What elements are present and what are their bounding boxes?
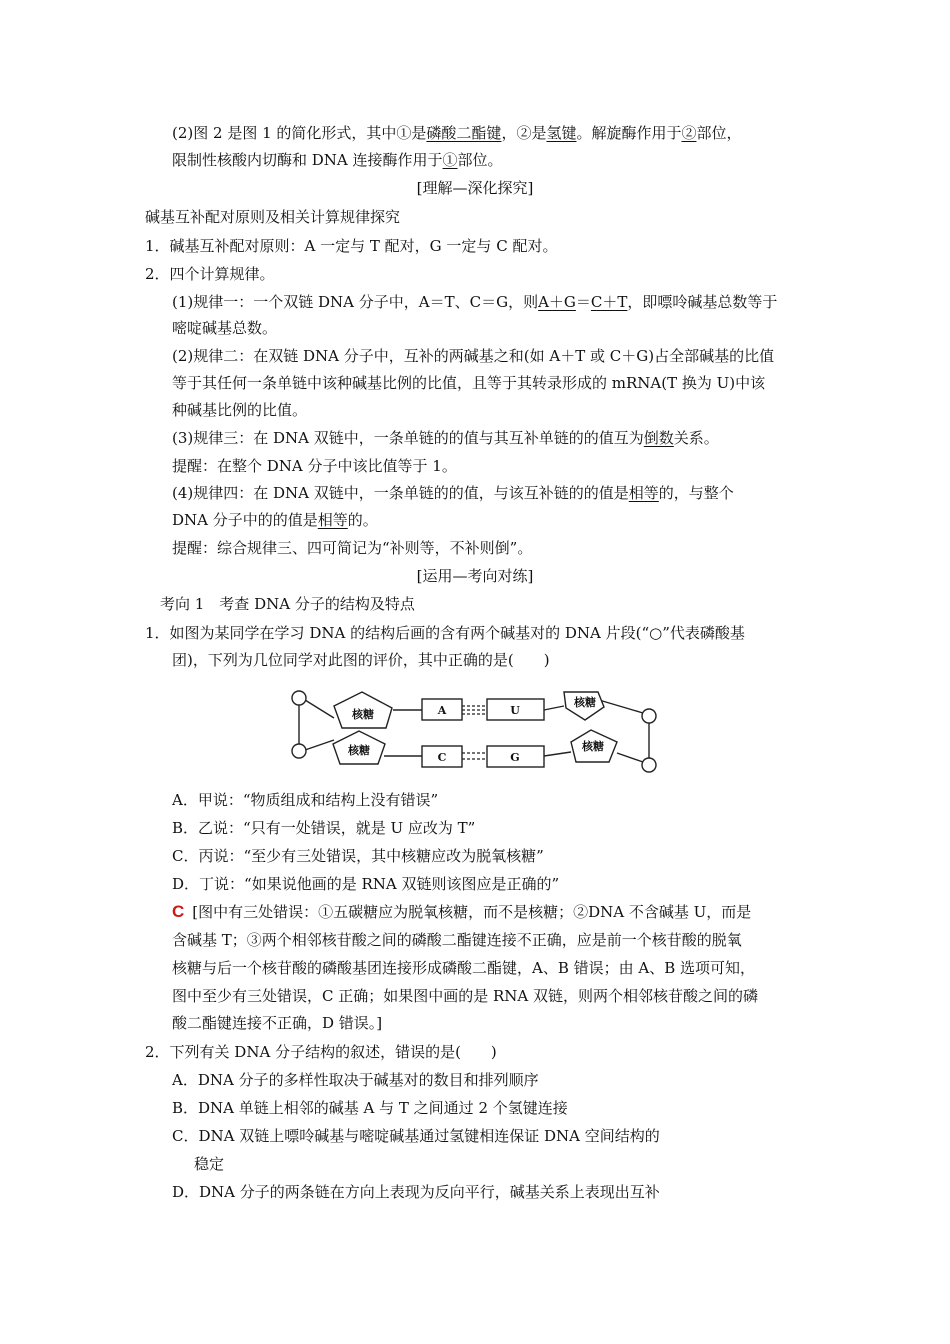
answer-line (172, 902, 751, 922)
reminder: 提醒：在整个 DNA 分子中该比值等于 1。 (172, 457, 457, 475)
paragraph-line: (2)规律二：在双链 DNA 分子中，互补的两碱基之和(如 A＋T 或 C＋G)占全部碱基的比值 (172, 347, 775, 365)
section-heading: [理解—深化探究] (416, 179, 534, 197)
rule-three (172, 428, 719, 448)
question-stem: 团)，下列为几位同学对此图的评价，其中正确的是( ) (172, 651, 550, 669)
text-segment: 关系。 (673, 429, 719, 447)
phosphate-circle (642, 758, 656, 772)
option-c: C．DNA 双链上嘌呤碱基与嘧啶碱基通过氢键相连保证 DNA 空间结构的 (172, 1127, 660, 1145)
option-a: A．甲说：“物质组成和结构上没有错误” (172, 791, 439, 809)
sugar-label: 核糖 (352, 708, 374, 721)
base-label: G (510, 751, 520, 764)
option-d: D．丁说：“如果说他画的是 RNA 双链则该图应是正确的” (172, 875, 560, 893)
text-segment: 限制性核酸内切酶和 DNA 连接酶作用于 (172, 151, 443, 169)
answer-blank: 相等 (628, 484, 659, 502)
text-segment: (4)规律四：在 DNA 双链中，一条单链的的值，与该互补链的的值是 (172, 484, 629, 502)
rule-one (172, 292, 777, 312)
text-segment: 。解旋酶作用于 (576, 124, 682, 142)
phosphate-circle (642, 709, 656, 723)
phosphate-circle (292, 744, 306, 758)
base-label: U (510, 704, 520, 717)
text-segment: DNA 分子中的的值是 (172, 511, 318, 529)
text-segment: ，即嘌呤碱基总数等于 (627, 293, 778, 311)
explanation-line: 图中至少有三处错误，C 正确；如果图中画的是 RNA 双链，则两个相邻核苷酸之间的磷 (172, 987, 759, 1005)
text-segment: (1)规律一：一个双链 DNA 分子中，A＝T、C＝G，则 (172, 293, 539, 311)
text-segment: 部位。 (457, 151, 503, 169)
explanation-line: 含碱基 T；③两个相邻核苷酸之间的磷酸二酯键连接不正确，应是前一个核苷酸的脱氧 (172, 931, 742, 949)
answer-blank: 磷酸二酯键 (426, 124, 502, 142)
kaoxiang-title: 考向 1 考查 DNA 分子的结构及特点 (160, 595, 415, 613)
base-label: C (437, 751, 447, 764)
sugar-label: 核糖 (348, 744, 370, 757)
answer-blank: ② (681, 124, 697, 142)
explanation-text: [图中有三处错误：①五碳糖应为脱氧核糖，而不是核糖；②DNA 不含碱基 U，而是 (192, 903, 752, 921)
paragraph-line: 嘧啶碱基总数。 (172, 319, 278, 337)
list-item: 1．碱基互补配对原则：A 一定与 T 配对，G 一定与 C 配对。 (145, 237, 558, 255)
option-d: D．DNA 分子的两条链在方向上表现为反向平行，碱基关系上表现出互补 (172, 1183, 660, 1201)
option-b: B．DNA 单链上相邻的碱基 A 与 T 之间通过 2 个氢键连接 (172, 1099, 568, 1117)
answer-blank: 相等 (317, 511, 348, 529)
answer-blank: ① (442, 151, 458, 169)
answer-blank: 倒数 (643, 429, 674, 447)
answer-letter: C (172, 902, 185, 921)
text-segment: 的。 (347, 511, 378, 529)
text-segment: 部位， (696, 124, 742, 142)
paragraph-line (172, 150, 503, 170)
topic-title: 碱基互补配对原则及相关计算规律探究 (145, 208, 401, 226)
phosphate-circle (292, 691, 306, 705)
text-segment: (2)图 2 是图 1 的简化形式，其中①是 (172, 124, 427, 142)
reminder: 提醒：综合规律三、四可简记为“补则等，不补则倒”。 (172, 539, 533, 557)
explanation-line: 酸二酯键连接不正确，D 错误。] (172, 1014, 383, 1032)
text-segment: (3)规律三：在 DNA 双链中，一条单链的的值与其互补单链的的值互为 (172, 429, 644, 447)
answer-blank: 氢键 (546, 124, 577, 142)
rule-four (172, 483, 734, 503)
option-c-continued: 稳定 (194, 1155, 225, 1173)
answer-blank: A＋G (538, 293, 576, 311)
paragraph-line (172, 510, 378, 530)
explanation-line: 核糖与后一个核苷酸的磷酸基团连接形成磷酸二酯键，A、B 错误；由 A、B 选项可知， (172, 959, 756, 977)
section-heading: [运用—考向对练] (416, 567, 534, 585)
paragraph-line: 种碱基比例的比值。 (172, 401, 308, 419)
answer-blank: C＋T (590, 293, 628, 311)
option-c: C．丙说：“至少有三处错误，其中核糖应改为脱氧核糖” (172, 847, 544, 865)
option-b: B．乙说：“只有一处错误，就是 U 应改为 T” (172, 819, 476, 837)
option-a: A．DNA 分子的多样性取决于碱基对的数目和排列顺序 (172, 1071, 539, 1089)
question-stem: 1．如图为某同学在学习 DNA 的结构后画的含有两个碱基对的 DNA 片段(“○”代表磷酸基 (145, 624, 745, 642)
list-item: 2．四个计算规律。 (145, 265, 275, 283)
paragraph-line (172, 123, 742, 143)
text-segment: ＝ (575, 293, 591, 311)
dna-fragment-diagram (0, 680, 950, 780)
base-label: A (437, 704, 447, 717)
text-segment: 的，与整个 (658, 484, 734, 502)
sugar-label: 核糖 (574, 696, 596, 709)
sugar-label: 核糖 (582, 740, 604, 753)
text-segment: ，②是 (501, 124, 547, 142)
question-stem: 2．下列有关 DNA 分子结构的叙述，错误的是( ) (145, 1043, 497, 1061)
paragraph-line: 等于其任何一条单链中该种碱基比例的比值，且等于其转录形成的 mRNA(T 换为 U)中该 (172, 374, 766, 392)
